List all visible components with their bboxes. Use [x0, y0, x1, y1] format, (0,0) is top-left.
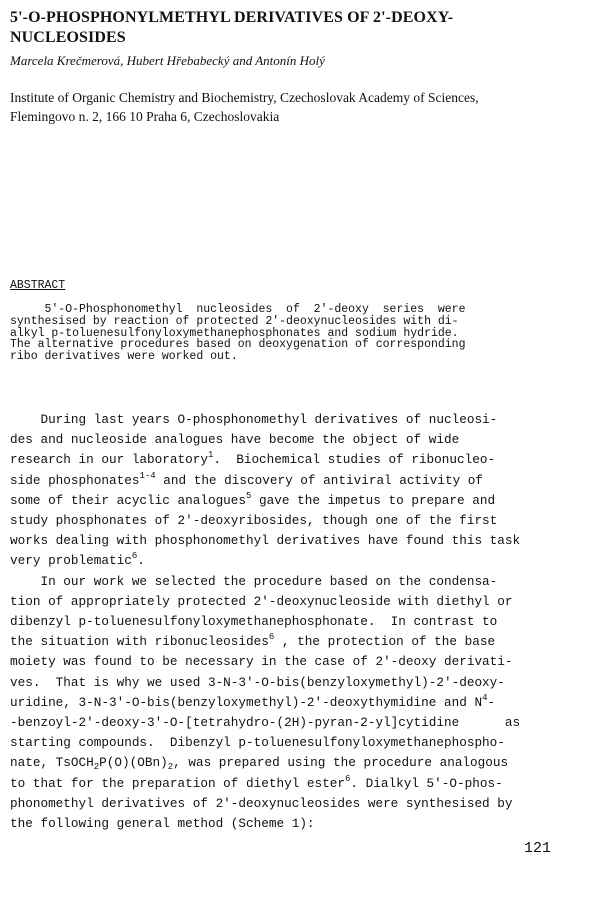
abstract-line: 5'-O-Phosphonomethyl nucleosides of 2'-deoxy series were: [10, 303, 466, 316]
paper-title: [10, 8, 580, 48]
subscript: 2: [93, 762, 100, 773]
author-list: Marcela Krečmerová, Hubert Hřebabecký and Antonín Holý: [10, 53, 325, 68]
body-line: [10, 471, 595, 491]
body-text-run: , the protection of the base: [274, 634, 496, 650]
body-line: phonomethyl derivatives of 2'-deoxynucleosides were synthesised by: [10, 795, 513, 811]
body-text-run: very problematic: [10, 553, 132, 569]
body-line: ves. That is why we used 3-N-3'-O-bis(benzyloxymethyl)-2'-deoxy-: [10, 674, 505, 690]
body-text-run: nate, TsOCH: [10, 755, 94, 771]
body-line: [10, 551, 595, 571]
body-text-run: -: [487, 694, 496, 710]
page-number: 121: [524, 840, 552, 857]
abstract-heading: ABSTRACT: [10, 279, 66, 292]
body-text-run: uridine, 3-N-3'-O-bis(benzyloxymethyl)-2'-deoxythymidine and N: [10, 694, 483, 710]
body-text-run: research in our laboratory: [10, 452, 208, 468]
superscript: 4: [482, 692, 488, 703]
body-line: moiety was found to be necessary in the case of 2'-deoxy derivati-: [10, 654, 513, 670]
body-line: des and nucleoside analogues have become the object of wide: [10, 432, 460, 448]
affiliation-line-2: Flemingovo n. 2, 166 10 Praha 6, Czechoslovakia: [10, 109, 280, 124]
citation-superscript: 6: [268, 632, 275, 643]
title-line-1: 5'-O-PHOSPHONYLMETHYL DERIVATIVES OF 2'-DEOXY-: [10, 9, 454, 26]
citation-superscript: 5: [246, 490, 252, 501]
abstract-line: ribo derivatives were worked out.: [10, 350, 238, 364]
body-line: [10, 450, 595, 470]
body-text: [10, 410, 595, 834]
affiliation-line-1: Institute of Organic Chemistry and Biochemistry, Czechoslovak Academy of Sciences,: [10, 90, 479, 105]
title-line-2: NUCLEOSIDES: [10, 29, 126, 46]
body-line: [10, 774, 595, 794]
body-line: [10, 632, 595, 652]
body-line: study phosphonates of 2'-deoxyribosides, though one of the first: [10, 513, 498, 529]
abstract-line: alkyl p-toluenesulfonyloxymethanephosphonates and sodium hydride.: [10, 326, 459, 340]
body-line: [10, 491, 595, 511]
body-line: dibenzyl p-toluenesulfonyloxymethanephosphonate. In contrast to: [10, 614, 498, 630]
body-text-run: to that for the preparation of diethyl ester: [10, 775, 346, 791]
body-text-run: side phosphonates: [10, 472, 140, 488]
body-line: During last years O-phosphonomethyl derivatives of nucleosi-: [10, 412, 498, 427]
body-text-run: . Dialkyl 5'-O-phos-: [350, 775, 503, 791]
body-text-run: the situation with ribonucleosides: [10, 634, 269, 650]
body-text-run: and the discovery of antiviral activity of: [155, 472, 484, 488]
abstract-line: The alternative procedures based on deoxygenation of corresponding: [10, 338, 466, 352]
body-text-run: gave the impetus to prepare and: [251, 492, 496, 508]
citation-superscript: 1: [207, 450, 214, 461]
affiliation: [10, 88, 585, 126]
body-text-run: .: [137, 553, 145, 569]
abstract-text: [10, 304, 590, 363]
body-line: the following general method (Scheme 1):: [10, 816, 315, 832]
citation-superscript: 6: [131, 551, 138, 562]
body-line: starting compounds. Dibenzyl p-toluenesulfonyloxymethanephospho-: [10, 735, 505, 751]
body-line: In our work we selected the procedure based on the condensa-: [10, 573, 498, 589]
body-line: -benzoyl-2'-deoxy-3'-O-[tetrahydro-(2H)-pyran-2-yl]cytidine as: [10, 715, 521, 731]
body-line: works dealing with phosphonomethyl derivatives have found this task: [10, 533, 521, 549]
abstract-line: synthesised by reaction of protected 2'-deoxynucleosides with di-: [10, 314, 459, 328]
citation-superscript: 6: [345, 773, 351, 784]
body-line: [10, 753, 595, 773]
body-line: [10, 693, 595, 713]
body-line: tion of appropriately protected 2'-deoxynucleoside with diethyl or: [10, 593, 513, 609]
body-text-run: . Biochemical studies of ribonucleo-: [213, 452, 496, 468]
body-text-run: , was prepared using the procedure analogous: [173, 755, 509, 771]
citation-superscript: 1-4: [139, 470, 156, 481]
body-text-run: some of their acyclic analogues: [10, 492, 247, 508]
subscript: 2: [167, 762, 174, 773]
body-text-run: P(O)(OBn): [99, 755, 168, 771]
